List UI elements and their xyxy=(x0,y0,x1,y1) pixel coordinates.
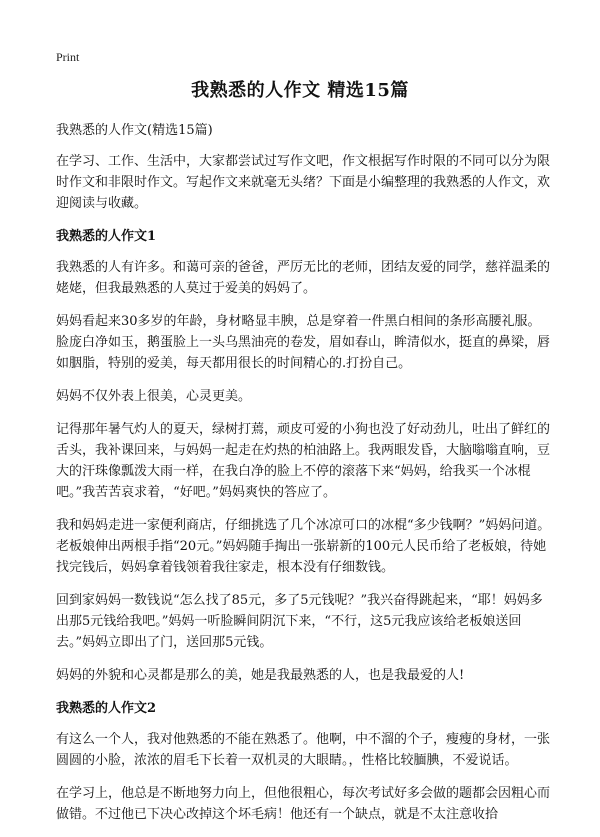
paragraph: 回到家妈妈一数钱说“怎么找了85元，多了5元钱呢？”我兴奋得跳起来，“耶！妈妈多出那5元钱给我吧。”妈妈一听脸瞬间阴沉下来，“不行，这5元我应该给老板娘送回去。”妈妈立即出了门，送回那5元钱。 xyxy=(56,593,543,650)
paragraph: 我和妈妈走进一家便利商店，仔细挑选了几个冰凉可口的冰棍“多少钱啊？”妈妈问道。老板娘伸出两根手指“20元。”妈妈随手掏出一张崭新的100元人民币给了老板娘，待她找完钱后，妈妈拿着钱领着我往家走，根本没有仔细数钱。 xyxy=(56,518,551,575)
section-heading: 我熟悉的人作文2 xyxy=(56,701,157,716)
document-body xyxy=(56,120,552,837)
paragraph: 妈妈的外貌和心灵都是那么的美，她是我最熟悉的人，也是我最爱的人! xyxy=(56,668,465,683)
paragraph: 妈妈不仅外表上很美，心灵更美。 xyxy=(56,389,252,404)
intro-paragraph: 在学习、工作、生活中，大家都尝试过写作文吧，作文根据写作时限的不同可以分为限时作文和非限时作文。写起作文来就毫无头绪？下面是小编整理的我熟悉的人作文，欢迎阅读与收藏。 xyxy=(56,154,551,211)
section-heading: 我熟悉的人作文1 xyxy=(56,229,157,244)
paragraph: 有这么一个人，我对他熟悉的不能在熟悉了。他啊，中不溜的个子，瘦瘦的身材，一张圆圆的小脸，浓浓的眉毛下长着一双机灵的大眼睛。，性格比较腼腆，不爱说话。 xyxy=(56,732,551,768)
paragraph: 在学习上，他总是不断地努力向上，但他很粗心，每次考试好多会做的题都会因粗心而做错。不过他已下决心改掉这个坏毛病！他还有一个缺点，就是不太注意收拾 xyxy=(56,786,551,822)
paragraph: 记得那年暑气灼人的夏天，绿树打蔫，顽皮可爱的小狗也没了好动劲儿，吐出了鲜红的舌头，我补课回来，与妈妈一起走在灼热的柏油路上。我两眼发昏，大脑嗡嗡直响，豆大的汗珠像瓢泼大雨一样，在我白净的脸上不停的滚落下来“妈妈，给我买一个冰棍吧。”我苦苦哀求着，“好吧。”妈妈爽快的答应了。 xyxy=(56,422,551,500)
document-subtitle: 我熟悉的人作文(精选15篇) xyxy=(56,123,213,138)
paragraph: 我熟悉的人有许多。和蔼可亲的爸爸，严厉无比的老师，团结友爱的同学，慈祥温柔的姥姥，但我最熟悉的人莫过于爱美的妈妈了。 xyxy=(56,260,551,296)
print-label: Print xyxy=(56,50,80,64)
paragraph: 妈妈看起来30多岁的年龄，身材略显丰腴，总是穿着一件黑白相间的条形高腰礼服。脸庞白净如玉，鹅蛋脸上一头乌黑油亮的卷发，眉如春山，眸清似水，挺直的鼻梁，唇如胭脂，特别的爱美，每天都用很长的时间精心的.打扮自己。 xyxy=(56,314,551,371)
page-title: 我熟悉的人作文 精选15篇 xyxy=(191,80,409,101)
